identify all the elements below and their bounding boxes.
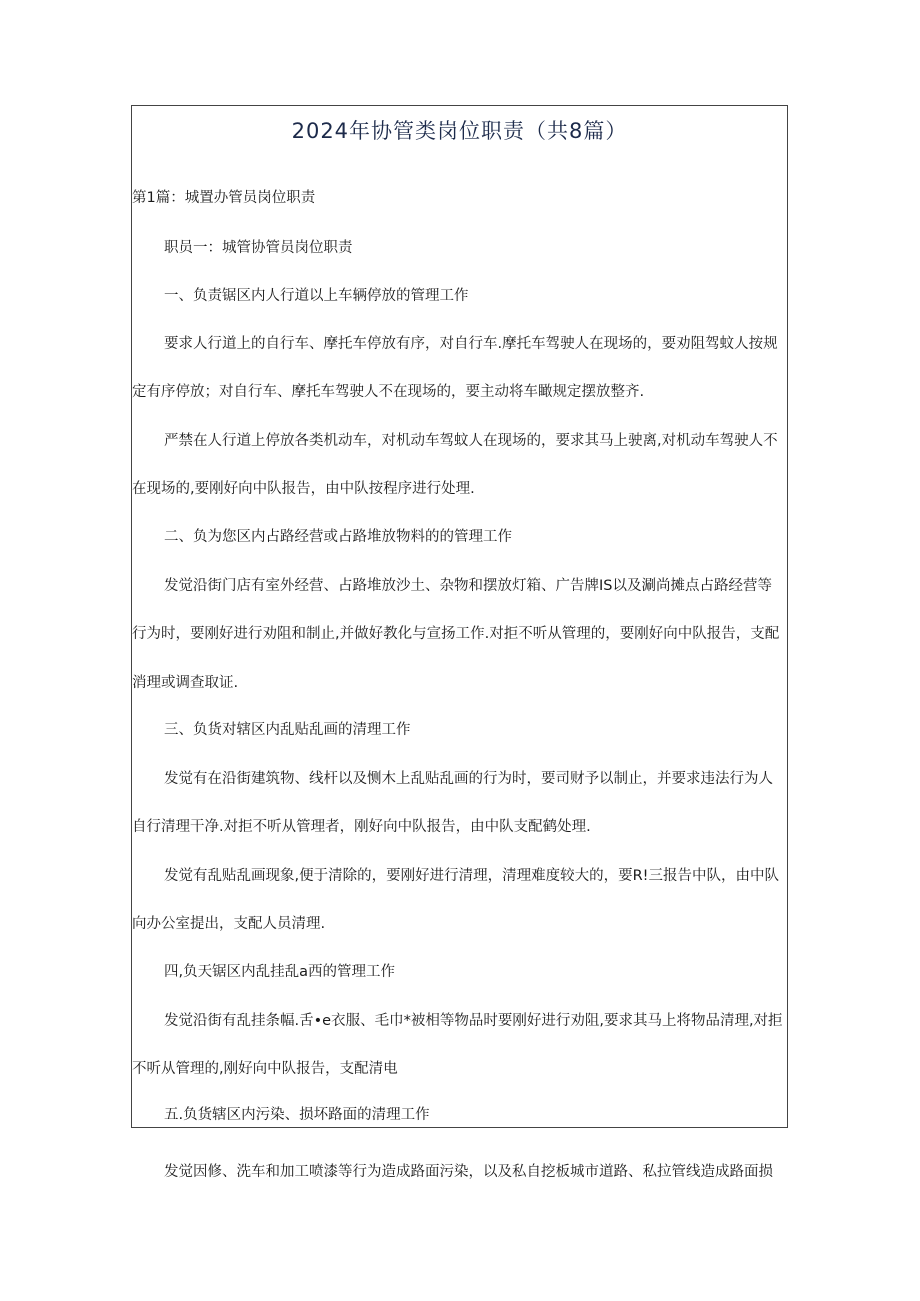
duty-heading: 三、负货对辖区内乱贴乱画的清理工作	[164, 722, 411, 738]
paragraph-line: 自行清理干净.对拒不听从管理者，刚好向中队报告，由中队支配鹤处理.	[132, 819, 591, 835]
paragraph-line: 要求人行道上的自行车、摩托车停放有序，对自行车.摩托车驾驶人在现场的，要劝阻驾蚊人按规	[164, 336, 778, 352]
section-heading: 第1篇：城置办管员岗位职责	[132, 190, 316, 206]
duty-heading: 五.负货辖区内污染、损坏路面的清理工作	[164, 1107, 430, 1123]
document-title: 2024年协管类岗位职责（共8篇）	[291, 119, 628, 143]
paragraph-line: 发觉因修、洗车和加工喷漆等行为造成路面污染，以及私自挖板城市道路、私拉管线造成路面损	[164, 1164, 773, 1180]
paragraph-line: 发觉沿街门店有室外经营、占路堆放沙土、杂物和摆放灯箱、广告牌IS以及涮尚摊点占路经营等	[164, 578, 772, 594]
paragraph-line: 严禁在人行道上停放各类机动车，对机动车驾蚊人在现场的，要求其马上驶离,对机动车驾驶人不	[164, 433, 778, 449]
duty-heading: 四,负天锯区内乱挂乱a西的管理工作	[164, 964, 395, 980]
paragraph-line: 发觉有在沿街建筑物、线杆以及恻木上乱贴乱画的行为时，要司财予以制止，并要求违法行为人	[164, 771, 773, 787]
paragraph-line: 消理或调查取证.	[132, 675, 239, 691]
paragraph-line: 发觉沿街有乱挂条幅.舌•e衣服、毛巾*被相等物品时要刚好进行劝阻,要求其马上将物品清理,对拒	[164, 1013, 783, 1029]
paragraph-line: 发觉有乱贴乱画现象,便于清除的，要刚好进行清理，清理难度较大的，要R!三报告中队，由中队	[164, 868, 779, 884]
paragraph-line: 向办公室提出，支配人员清理.	[132, 916, 326, 932]
paragraph-line: 不听从管理的,刚好向中队报告，支配清电	[132, 1061, 398, 1077]
subsection-heading: 职员一：城管协管员岗位职责	[164, 240, 353, 256]
paragraph-line: 行为时，要刚好进行劝阻和制止,并做好教化与宣扬工作.对拒不听从管理的，要刚好向中队报告，支配	[132, 626, 780, 642]
duty-heading: 二、负为您区内占路经营或占路堆放物料的的管理工作	[164, 529, 512, 545]
paragraph-line: 定有序停放；对自行车、摩托车驾驶人不在现场的，要主动将车瞰规定摆放整齐.	[132, 384, 645, 400]
paragraph-line: 在现场的,要刚好向中队报告，由中队按程序进行处理.	[132, 481, 475, 497]
duty-heading: 一、负责锯区内人行道以上车辆停放的管理工作	[164, 288, 469, 304]
